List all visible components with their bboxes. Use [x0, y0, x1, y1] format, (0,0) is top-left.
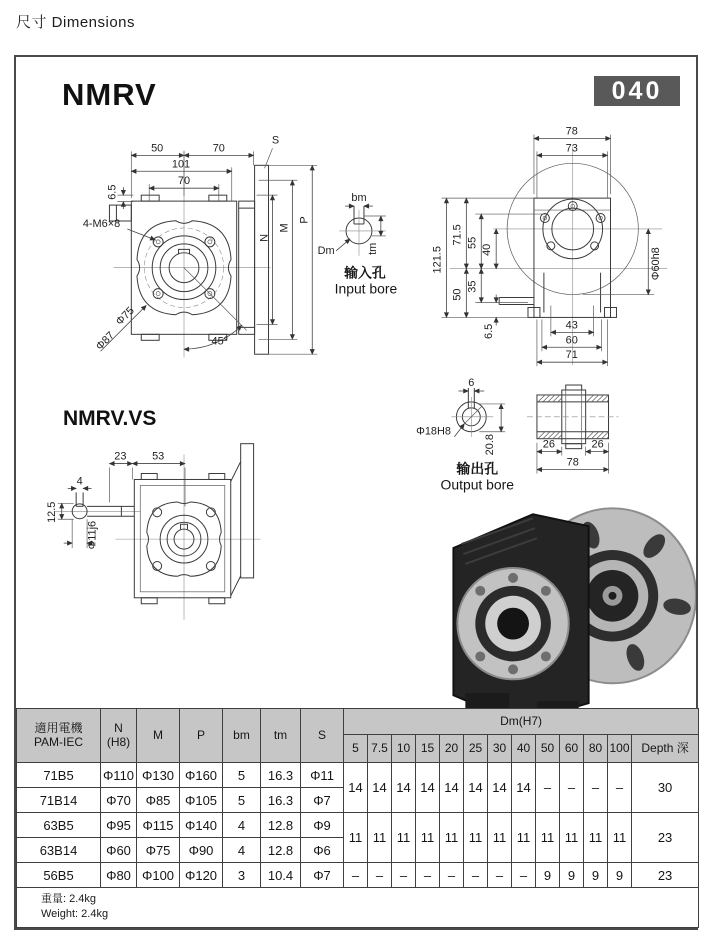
cell-m: Φ85	[137, 788, 180, 813]
dim-rear-50: 50	[451, 288, 464, 301]
cell-tm: 16.3	[261, 763, 301, 788]
technical-drawings	[16, 57, 696, 724]
dim-shaft-26-left: 26	[542, 438, 555, 451]
table-row-56b5	[17, 863, 699, 888]
col-header-depth: Depth 深	[632, 735, 699, 763]
dim-rear-71-5: 71.5	[451, 224, 464, 246]
cell-depth: 30	[632, 763, 699, 813]
cell-model: 63B14	[17, 838, 101, 863]
cell-model: 56B5	[17, 863, 101, 888]
col-header-tm: tm	[261, 709, 301, 763]
cell-dm: 14	[464, 763, 488, 813]
col-header-ratio-60: 60	[560, 735, 584, 763]
input-bore-caption-cn: 输入孔	[344, 264, 386, 281]
dim-front-p: P	[298, 216, 311, 224]
cell-dm: –	[560, 763, 584, 813]
output-bore-drawing	[416, 377, 514, 492]
cell-bm: 5	[223, 763, 261, 788]
col-header-ratio-80: 80	[584, 735, 608, 763]
cell-dm: 9	[560, 863, 584, 888]
cell-dm: 11	[392, 813, 416, 863]
dim-shaft-78: 78	[566, 456, 579, 469]
dim-front-n: N	[258, 233, 271, 242]
cell-dm: 14	[344, 763, 368, 813]
col-header-ratio-20: 20	[440, 735, 464, 763]
input-bore-drawing	[318, 192, 398, 296]
cell-bm: 4	[223, 813, 261, 838]
cell-dm: 11	[512, 813, 536, 863]
cell-dm: 14	[488, 763, 512, 813]
cell-s: Φ7	[301, 863, 344, 888]
cell-s: Φ11	[301, 763, 344, 788]
cell-dm: 14	[368, 763, 392, 813]
col-header-ratio-25: 25	[464, 735, 488, 763]
cell-dm: 14	[392, 763, 416, 813]
cell-dm: 11	[440, 813, 464, 863]
cell-p: Φ120	[180, 863, 223, 888]
dim-rear-phi60h8: Φ60h8	[650, 247, 663, 281]
cell-dm: 11	[344, 813, 368, 863]
dim-front-101: 101	[171, 158, 191, 171]
cell-dm: 14	[512, 763, 536, 813]
cell-dm: 11	[584, 813, 608, 863]
cell-n: Φ95	[101, 813, 137, 838]
cell-bm: 4	[223, 838, 261, 863]
cell-m: Φ100	[137, 863, 180, 888]
cell-bm: 3	[223, 863, 261, 888]
cell-dm: –	[536, 763, 560, 813]
cell-p: Φ90	[180, 838, 223, 863]
dim-rear-43: 43	[565, 319, 578, 332]
cell-dm: 11	[368, 813, 392, 863]
cell-n: Φ60	[101, 838, 137, 863]
cell-s: Φ9	[301, 813, 344, 838]
col-header-ratio-40: 40	[512, 735, 536, 763]
col-header-p: P	[180, 709, 223, 763]
col-header-ratio-100: 100	[608, 735, 632, 763]
cell-tm: 10.4	[261, 863, 301, 888]
cell-dm: 11	[536, 813, 560, 863]
cell-dm: 11	[560, 813, 584, 863]
weight-row	[17, 888, 699, 928]
table-row-63b5	[17, 813, 699, 838]
col-header-dm: Dm(H7)	[344, 709, 699, 735]
cell-dm: –	[464, 863, 488, 888]
cell-p: Φ160	[180, 763, 223, 788]
dim-front-45deg: 45°	[211, 335, 229, 348]
dim-rear-35: 35	[466, 280, 479, 293]
dim-vs-53: 53	[152, 450, 165, 463]
cell-dm: 9	[536, 863, 560, 888]
dim-output-20-8: 20.8	[484, 434, 497, 456]
size-badge: 040	[594, 76, 680, 106]
cell-m: Φ130	[137, 763, 180, 788]
cell-dm: 11	[416, 813, 440, 863]
col-header-motor	[17, 709, 101, 763]
cell-m: Φ115	[137, 813, 180, 838]
dim-input-dm: Dm	[317, 244, 335, 257]
dim-vs-23: 23	[114, 450, 127, 463]
col-header-n-line2: (H8)	[106, 734, 131, 749]
cell-model: 71B14	[17, 788, 101, 813]
dim-output-6: 6	[468, 377, 475, 390]
spec-table	[16, 708, 699, 928]
cell-s: Φ6	[301, 838, 344, 863]
dim-front-6-5: 6.5	[106, 184, 119, 200]
col-header-ratio-15: 15	[416, 735, 440, 763]
cell-depth: 23	[632, 863, 699, 888]
cell-dm: –	[488, 863, 512, 888]
cell-dm: –	[512, 863, 536, 888]
cell-tm: 12.8	[261, 813, 301, 838]
dim-rear-55: 55	[466, 236, 479, 249]
col-header-m: M	[137, 709, 180, 763]
col-header-motor-en: PAM-IEC	[33, 734, 84, 749]
cell-dm: 11	[464, 813, 488, 863]
dim-rear-121-5: 121.5	[431, 246, 444, 274]
output-shaft-drawing	[527, 385, 618, 473]
cell-dm: 9	[608, 863, 632, 888]
col-header-n	[101, 709, 137, 763]
col-header-n-line1: N	[114, 721, 123, 736]
cell-n: Φ110	[101, 763, 137, 788]
dim-rear-40: 40	[481, 243, 494, 256]
product-photo	[453, 508, 696, 723]
dim-rear-78: 78	[565, 125, 578, 138]
dim-vs-4: 4	[76, 475, 83, 488]
cell-model: 63B5	[17, 813, 101, 838]
cell-s: Φ7	[301, 788, 344, 813]
cell-dm: –	[392, 863, 416, 888]
dim-shaft-26-right: 26	[591, 438, 604, 451]
col-header-bm: bm	[223, 709, 261, 763]
col-header-ratio-10: 10	[392, 735, 416, 763]
model-title-nmrv-vs: NMRV.VS	[63, 407, 157, 430]
cell-dm: –	[344, 863, 368, 888]
col-header-s: S	[301, 709, 344, 763]
dim-rear-73: 73	[565, 142, 578, 155]
cell-depth: 23	[632, 813, 699, 863]
cell-dm: –	[584, 763, 608, 813]
dim-front-phi87: Φ87	[93, 329, 117, 353]
cell-n: Φ70	[101, 788, 137, 813]
dim-front-50: 50	[151, 142, 164, 155]
dim-rear-60: 60	[565, 334, 578, 347]
col-header-ratio-7-5: 7.5	[368, 735, 392, 763]
nmrv-front-view-drawing	[83, 134, 317, 357]
cell-tm: 16.3	[261, 788, 301, 813]
col-header-ratio-5: 5	[344, 735, 368, 763]
input-bore-caption-en: Input bore	[334, 280, 398, 297]
cell-dm: –	[416, 863, 440, 888]
cell-bm: 5	[223, 788, 261, 813]
output-bore-caption-en: Output bore	[440, 476, 515, 493]
nmrv-vs-drawing	[46, 444, 261, 620]
cell-model: 71B5	[17, 763, 101, 788]
cell-tm: 12.8	[261, 838, 301, 863]
cell-dm: 14	[440, 763, 464, 813]
dim-rear-71: 71	[565, 349, 578, 362]
cell-p: Φ105	[180, 788, 223, 813]
dim-front-s: S	[271, 134, 280, 147]
cell-dm: –	[440, 863, 464, 888]
output-bore-caption-cn: 输出孔	[456, 460, 499, 477]
col-header-motor-cn: 適用電機	[34, 721, 83, 736]
cell-dm: 14	[416, 763, 440, 813]
cell-dm: –	[368, 863, 392, 888]
dim-rear-6-5: 6.5	[483, 323, 496, 339]
cell-m: Φ75	[137, 838, 180, 863]
cell-p: Φ140	[180, 813, 223, 838]
weight-cn: 重量: 2.4kg	[41, 893, 97, 906]
nmrv-rear-view-drawing	[432, 126, 668, 367]
table-row-71b5	[17, 763, 699, 788]
dim-input-tm: tm	[366, 242, 379, 255]
cell-dm: 11	[608, 813, 632, 863]
dim-front-bolt-note: 4-M6×8	[82, 217, 121, 230]
model-title-nmrv: NMRV	[62, 77, 157, 112]
dim-front-70-top: 70	[212, 142, 225, 155]
dim-input-bm: bm	[351, 192, 367, 205]
page-title: 尺寸 Dimensions	[16, 14, 136, 31]
dim-front-m: M	[278, 223, 291, 233]
cell-dm: –	[608, 763, 632, 813]
cell-dm: 11	[488, 813, 512, 863]
col-header-ratio-50: 50	[536, 735, 560, 763]
cell-n: Φ80	[101, 863, 137, 888]
cell-dm: 9	[584, 863, 608, 888]
dim-front-phi75: Φ75	[113, 304, 137, 328]
content-frame	[14, 55, 698, 930]
dim-vs-12-5: 12.5	[45, 501, 58, 523]
dim-vs-phi11j6: Φ11j6	[86, 520, 99, 550]
weight-en: Weight: 2.4kg	[41, 908, 109, 921]
dim-output-phi18h8: Φ18H8	[416, 425, 451, 438]
dim-front-70-flange: 70	[177, 175, 191, 188]
col-header-ratio-30: 30	[488, 735, 512, 763]
